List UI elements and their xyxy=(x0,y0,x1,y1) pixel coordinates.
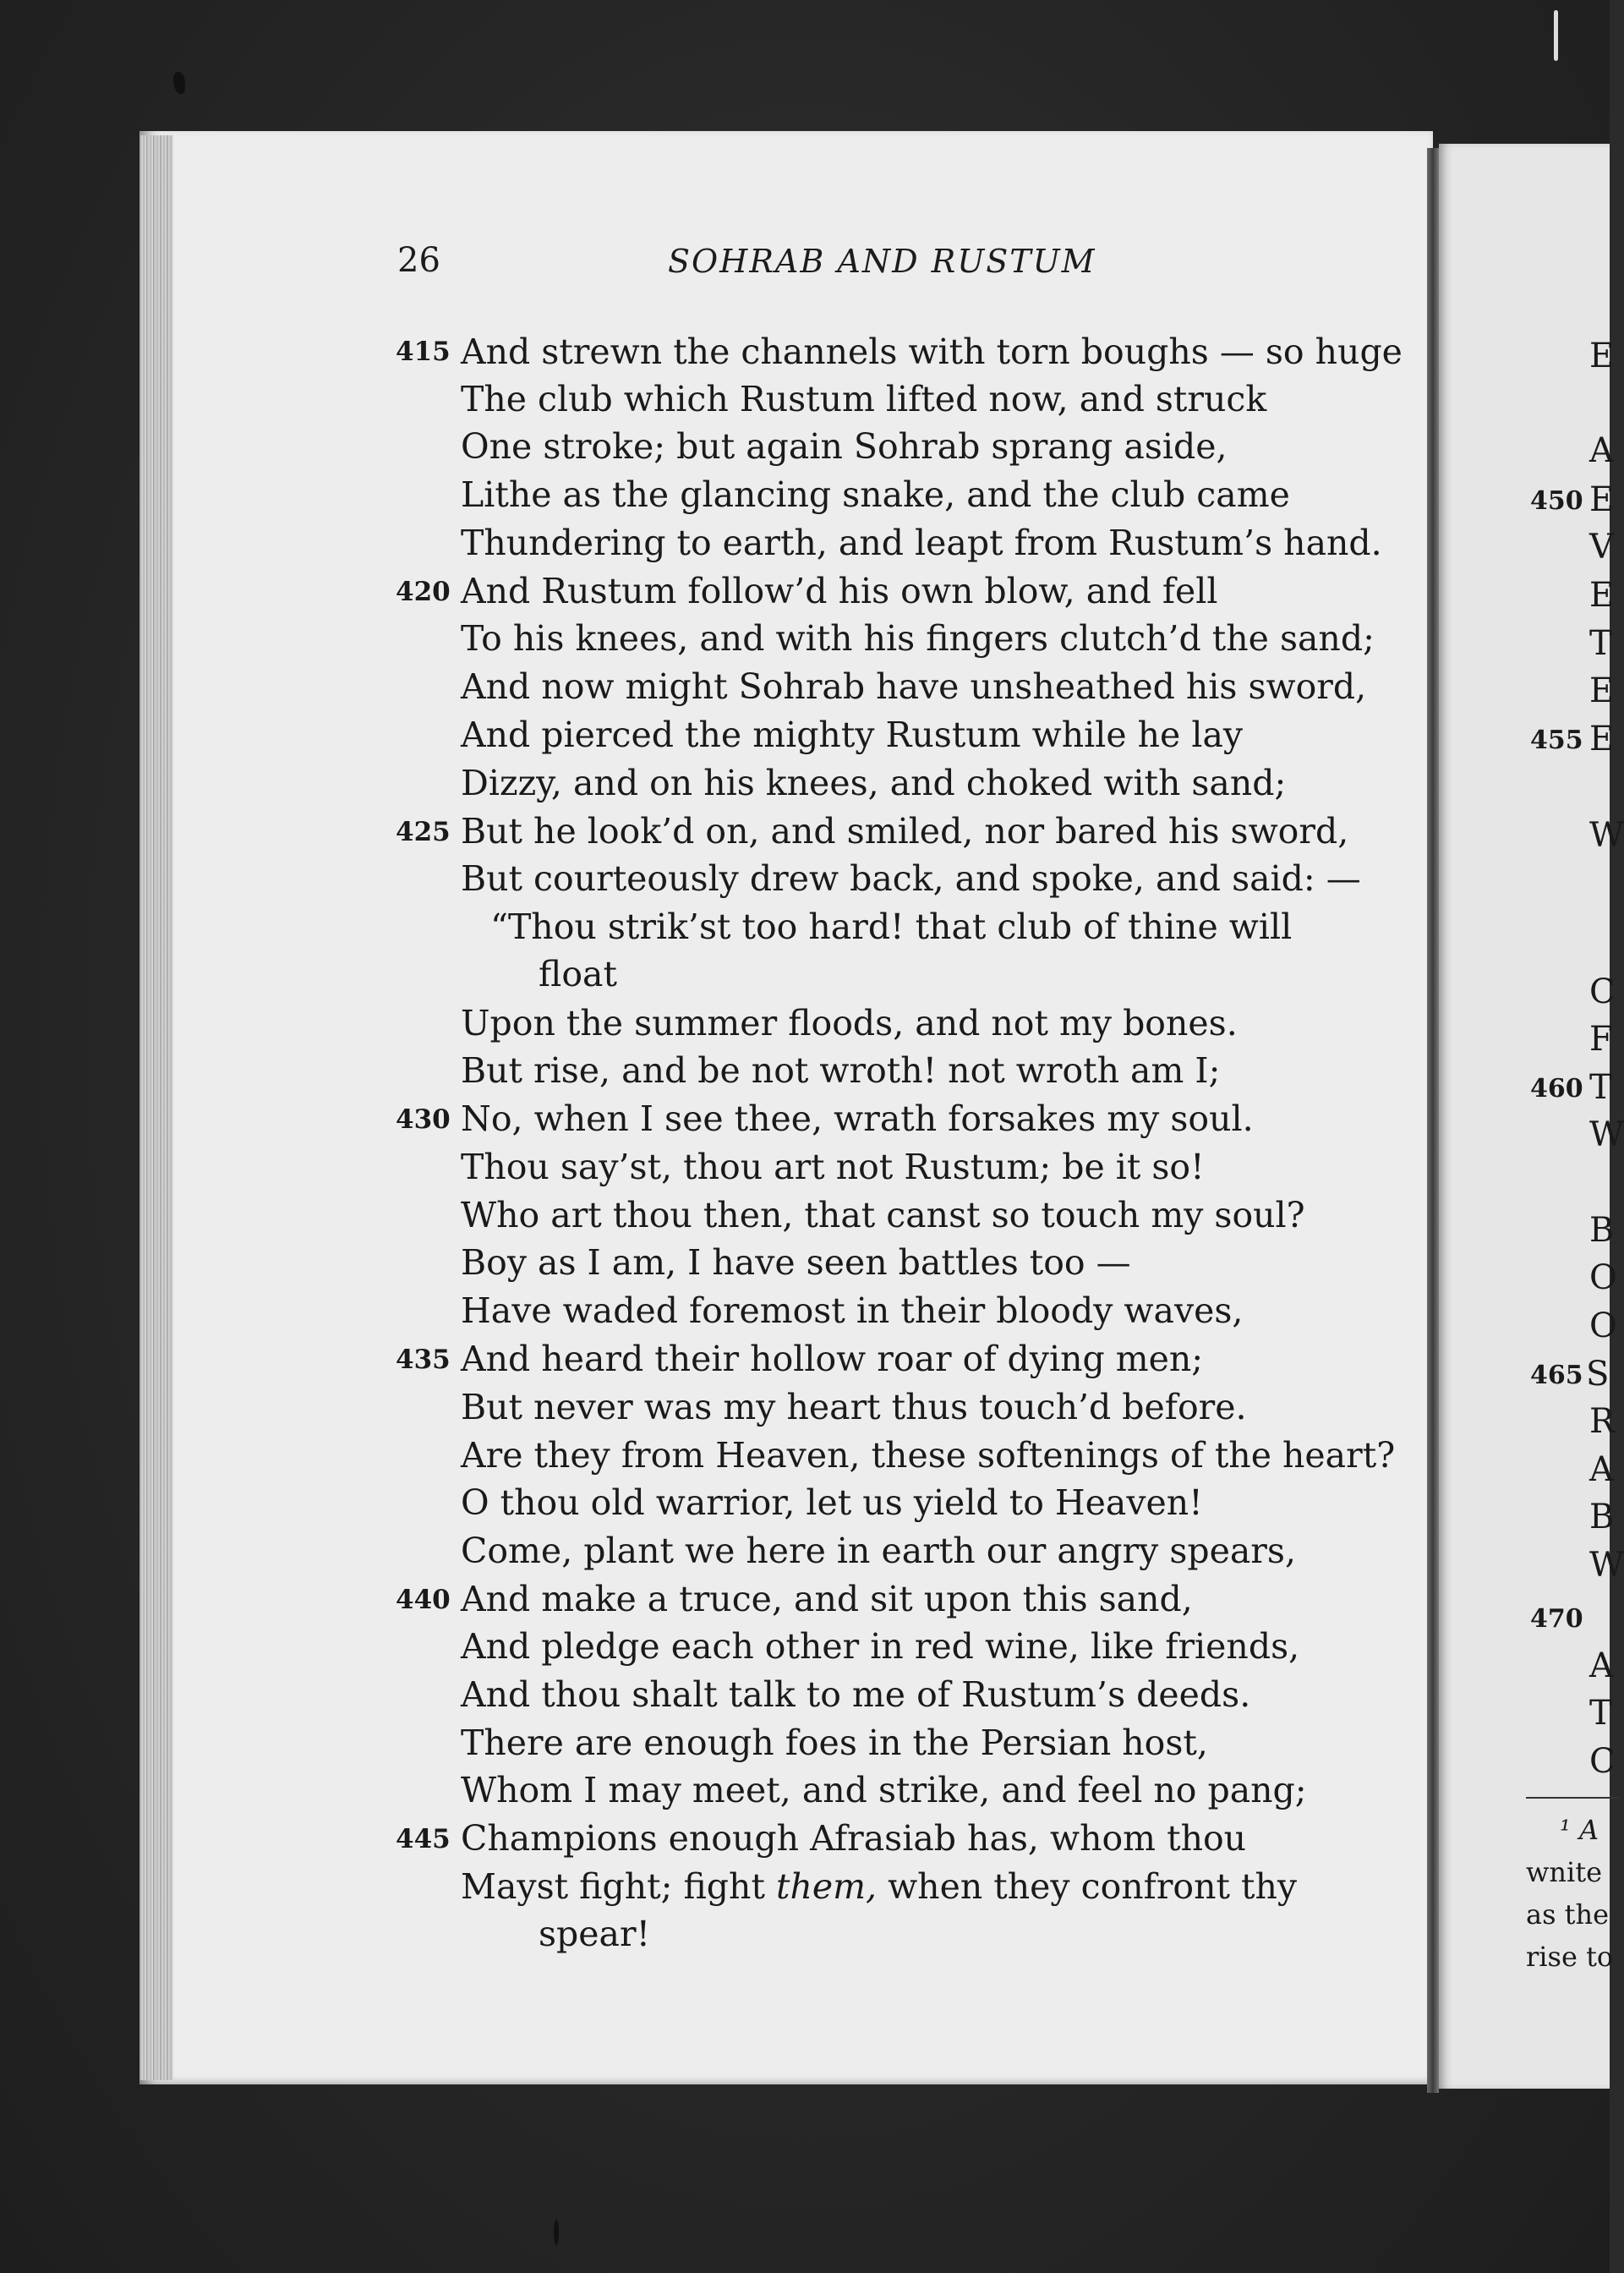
poem-line: Whom I may meet, and strike, and feel no pang; xyxy=(461,1770,1307,1810)
right-page-letter: W xyxy=(1589,1546,1624,1585)
poem-line: Come, plant we here in earth our angry spears, xyxy=(461,1531,1296,1571)
poem-line-continuation: spear! xyxy=(539,1914,651,1954)
book-gutter xyxy=(1427,148,1439,2093)
poem-line: The club which Rustum lifted now, and struck xyxy=(461,379,1267,419)
line-number: 430 xyxy=(396,1104,451,1135)
footnote-text: rise to xyxy=(1526,1941,1614,1973)
right-page-letter: S xyxy=(1586,1355,1610,1394)
scan-artifact xyxy=(1554,10,1558,61)
line-number: 420 xyxy=(396,577,451,607)
poem-line-continuation: float xyxy=(539,954,617,994)
right-page-letter: A xyxy=(1589,1450,1614,1489)
poem-line: “Thou strik’st too hard! that club of thine will xyxy=(490,906,1293,947)
right-page-letter: W xyxy=(1589,1115,1624,1154)
poem-line: Boy as I am, I have seen battles too — xyxy=(461,1242,1131,1283)
poem-line: But he look’d on, and smiled, nor bared his sword, xyxy=(461,811,1349,852)
poem-line: And pierced the mighty Rustum while he lay xyxy=(461,715,1244,755)
right-page-letter: B xyxy=(1589,1211,1615,1250)
right-page-letter: O xyxy=(1589,1258,1617,1297)
right-page-letter: E xyxy=(1589,576,1615,615)
right-page-letter: C xyxy=(1589,972,1616,1011)
poem-line-emphasis: them, xyxy=(775,1866,878,1907)
right-page-letter: T xyxy=(1589,1068,1612,1107)
poem-line: Dizzy, and on his knees, and choked with sand; xyxy=(461,763,1287,803)
right-page-letter: C xyxy=(1589,1742,1616,1781)
poem-line: Lithe as the glancing snake, and the club came xyxy=(461,474,1290,515)
right-page-letter: E xyxy=(1589,480,1615,519)
right-page-line-number: 455 xyxy=(1530,726,1583,755)
right-page-letter: E xyxy=(1589,337,1615,375)
poem-line: Are they from Heaven, these softenings of the heart? xyxy=(461,1435,1396,1476)
right-page-letter: A xyxy=(1589,431,1614,470)
right-page-line-number: 465 xyxy=(1530,1361,1583,1390)
right-page-line-number: 460 xyxy=(1530,1074,1583,1104)
line-number: 425 xyxy=(396,817,451,847)
footnote-text: wnite xyxy=(1526,1856,1603,1888)
poem-line: Upon the summer floods, and not my bones. xyxy=(461,1003,1238,1043)
poem-line: Have waded foremost in their bloody waves, xyxy=(461,1290,1244,1331)
poem-line: But courteously drew back, and spoke, and said: — xyxy=(461,858,1361,899)
poem-line: But rise, and be not wroth! not wroth am I; xyxy=(461,1050,1221,1091)
poem-line: And strewn the channels with torn boughs — so huge xyxy=(461,331,1403,372)
poem-line: Champions enough Afrasiab has, whom thou xyxy=(461,1818,1247,1859)
poem-line: One stroke; but again Sohrab sprang aside, xyxy=(461,426,1228,467)
right-page-letter: V xyxy=(1589,528,1614,567)
page-edges xyxy=(139,135,173,2080)
line-number: 415 xyxy=(396,337,451,367)
poem-line: And heard their hollow roar of dying men; xyxy=(461,1339,1204,1379)
poem-line: There are enough foes in the Persian host, xyxy=(461,1723,1208,1763)
poem-line: And thou shalt talk to me of Rustum’s deeds. xyxy=(461,1674,1251,1715)
right-page-line-number: 470 xyxy=(1530,1604,1583,1634)
right-page-letter: W xyxy=(1589,816,1624,855)
poem-line: O thou old warrior, let us yield to Heaven! xyxy=(461,1482,1203,1523)
right-page-letter: T xyxy=(1589,624,1612,663)
right-page-letter: F xyxy=(1589,1020,1613,1059)
poem-line: And Rustum follow’d his own blow, and fell xyxy=(461,571,1218,611)
poem-line: And pledge each other in red wine, like friends, xyxy=(461,1626,1300,1667)
right-page-letter: A xyxy=(1589,1646,1614,1685)
dust-speck xyxy=(554,2220,559,2245)
right-page-letter: E xyxy=(1589,720,1615,759)
poem-line-part: Mayst fight; fight xyxy=(461,1866,776,1907)
line-number: 440 xyxy=(396,1585,451,1615)
right-page-letter: T xyxy=(1589,1694,1612,1733)
line-number: 435 xyxy=(396,1345,451,1375)
right-page-letter: O xyxy=(1589,1306,1617,1345)
running-head: SOHRAB AND RUSTUM xyxy=(668,243,1096,280)
poem-line: No, when I see thee, wrath forsakes my soul. xyxy=(461,1098,1254,1139)
poem-line: Thundering to earth, and leapt from Rustum’s hand. xyxy=(461,523,1382,563)
poem-line: Who art thou then, that canst so touch my soul? xyxy=(461,1195,1305,1235)
page-number: 26 xyxy=(397,241,440,280)
right-page-letter: B xyxy=(1589,1498,1615,1536)
poem-line: And make a truce, and sit upon this sand, xyxy=(461,1579,1193,1619)
line-number: 445 xyxy=(396,1824,451,1854)
poem-line xyxy=(461,1866,1297,1907)
footnote-text: ¹ A xyxy=(1560,1814,1599,1846)
right-page-letter: E xyxy=(1589,671,1615,710)
poem-line: Thou say’st, thou art not Rustum; be it so! xyxy=(461,1147,1205,1187)
footnote-text: as the xyxy=(1526,1898,1610,1931)
poem-line-part: when they confront thy xyxy=(877,1866,1298,1907)
poem-line: And now might Sohrab have unsheathed his sword, xyxy=(461,666,1367,707)
poem-line: But never was my heart thus touch’d before. xyxy=(461,1387,1247,1427)
footnote-rule xyxy=(1526,1797,1619,1799)
right-page-letter: R xyxy=(1589,1402,1616,1441)
right-page-line-number: 450 xyxy=(1530,486,1583,516)
poem-line: To his knees, and with his fingers clutch’d the sand; xyxy=(461,618,1375,659)
